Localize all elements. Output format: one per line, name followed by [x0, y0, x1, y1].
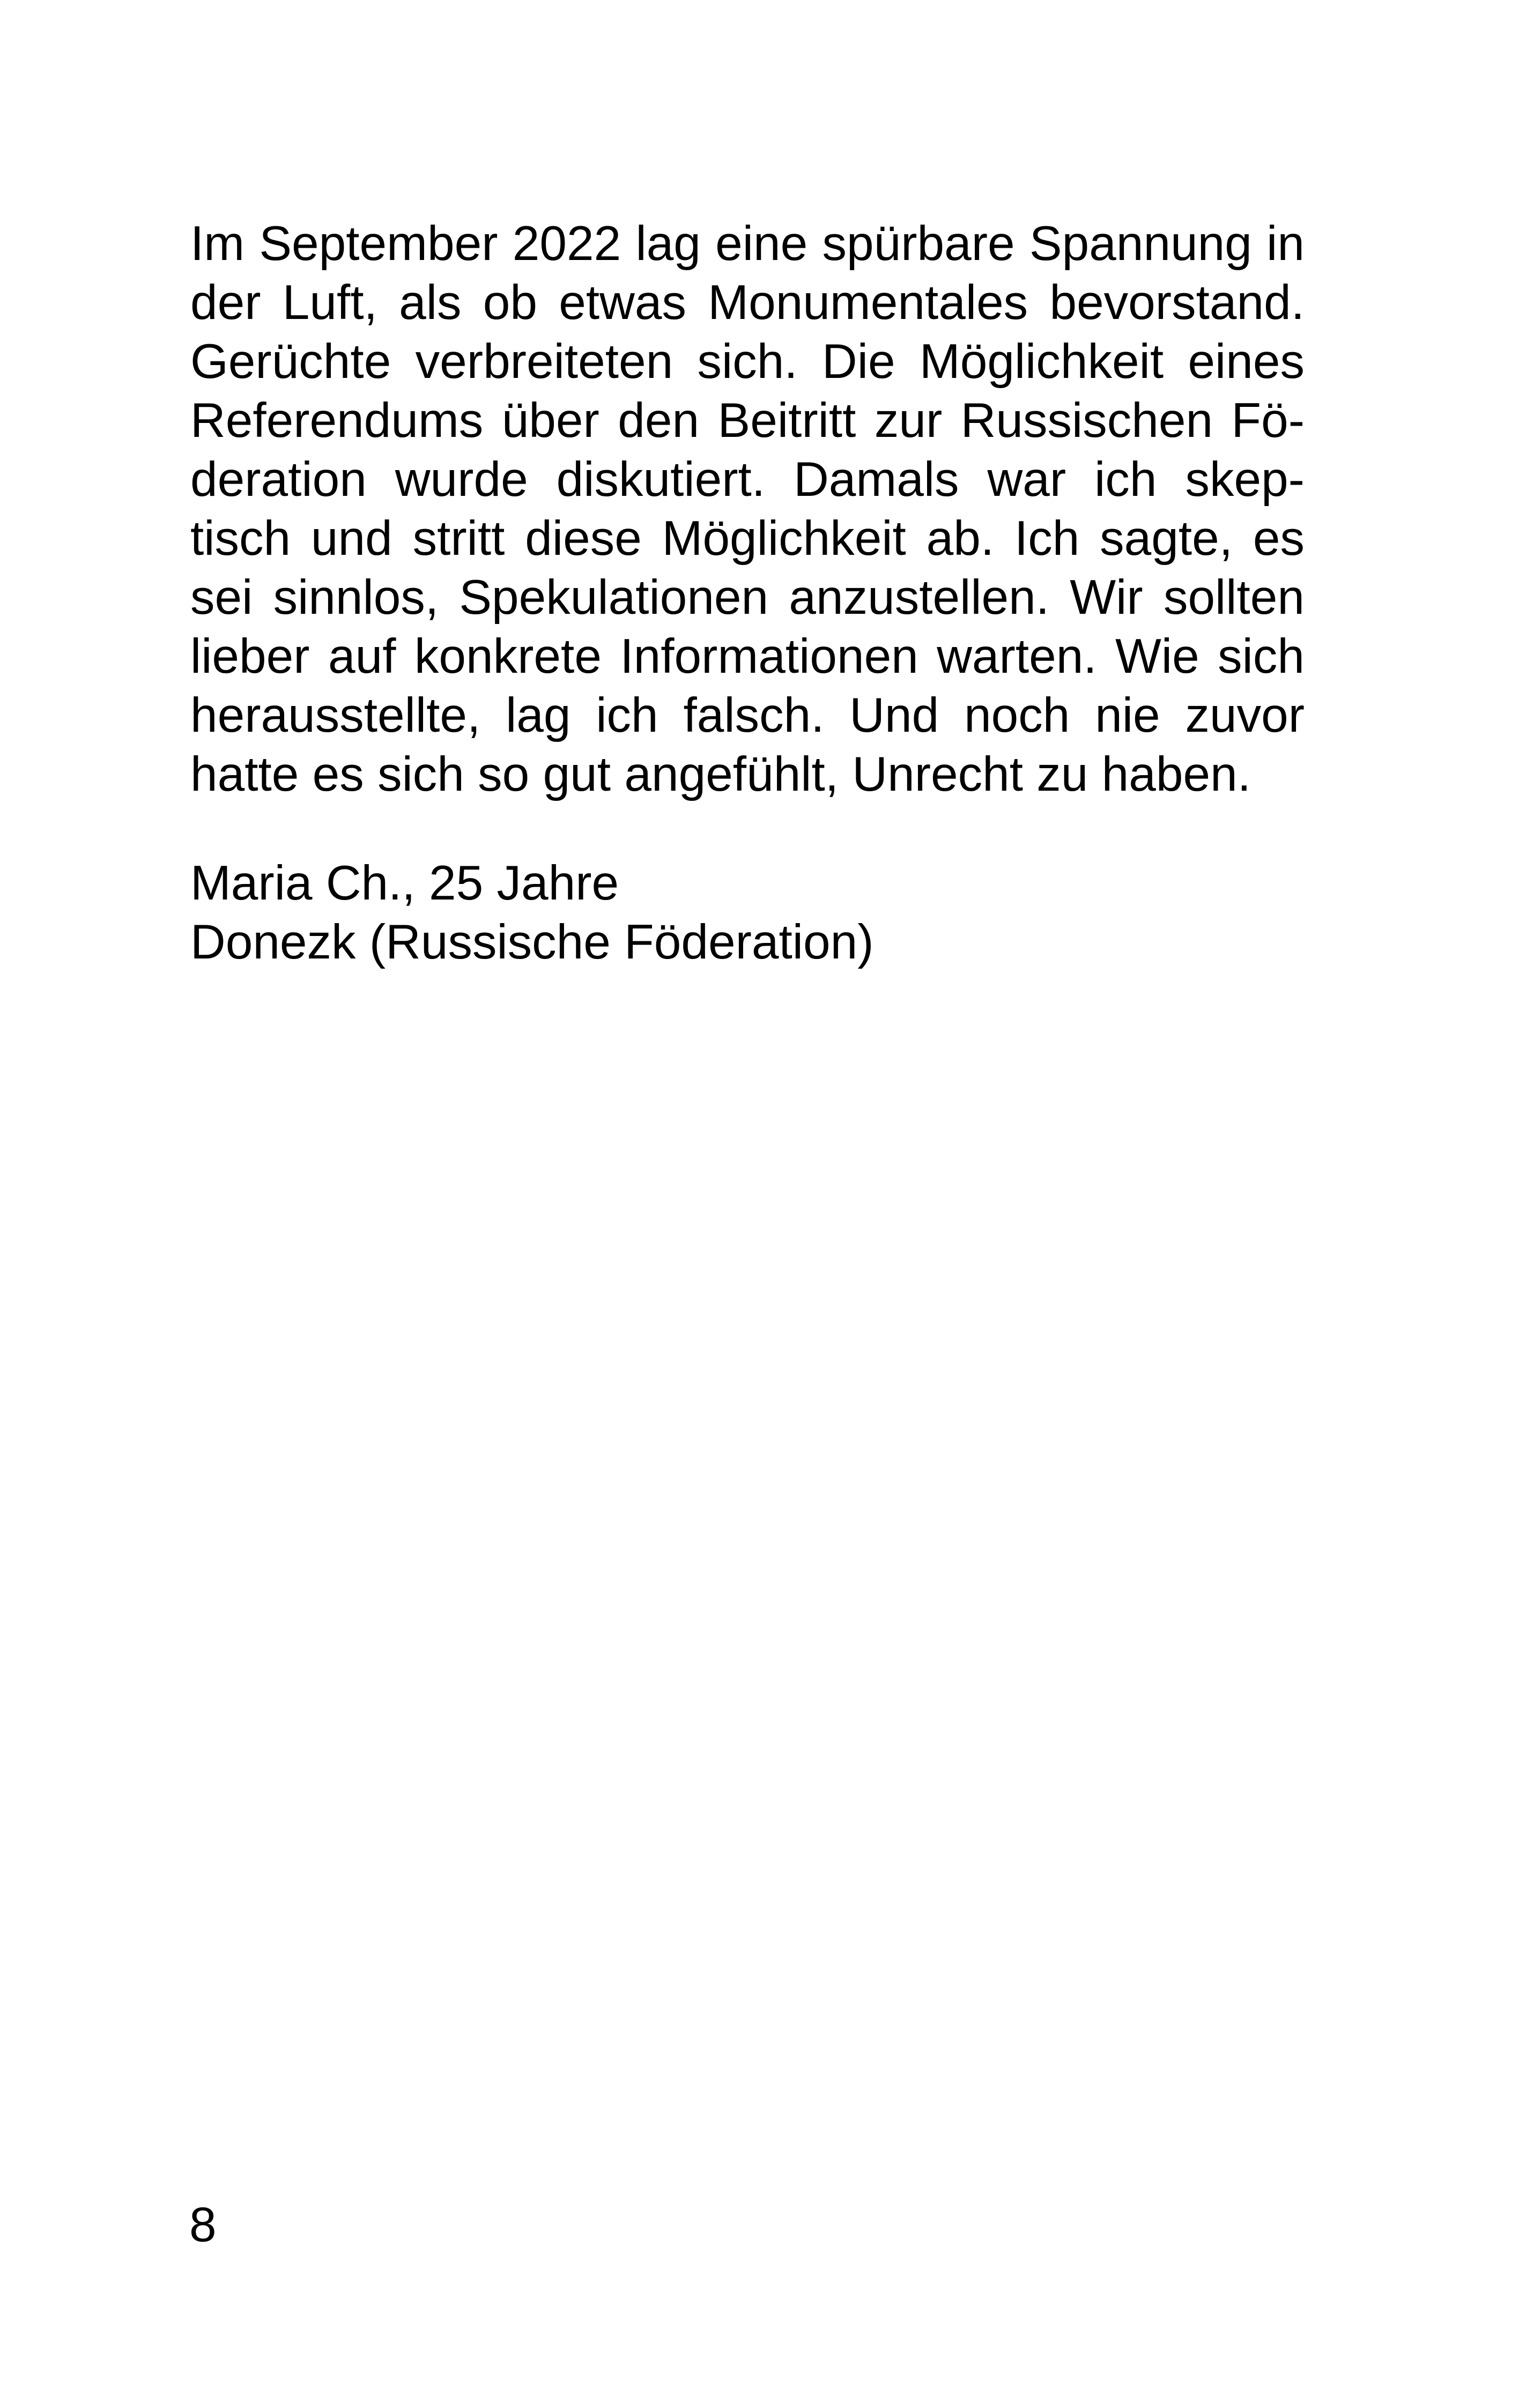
paragraph-line: Referendums über den Beitritt zur Russischen Fö- [190, 393, 1305, 448]
paragraph-line: der Luft, als ob etwas Monumentales bevorstand. [190, 276, 1305, 330]
paragraph-line: Im September 2022 lag eine spürbare Spannung in [190, 217, 1305, 271]
testimonial-paragraph [190, 214, 1305, 804]
signature-line: Donezk (Russische Föderation) [190, 915, 874, 969]
paragraph-line: tisch und stritt diese Möglichkeit ab. Ich sagte, es [190, 511, 1305, 566]
paragraph-line: lieber auf konkrete Informationen warten. Wie sich [190, 629, 1305, 683]
paragraph-line: Gerüchte verbreiteten sich. Die Möglichkeit eines [190, 335, 1305, 389]
paragraph-line: hatte es sich so gut angefühlt, Unrecht zu haben. [190, 747, 1251, 801]
paragraph-line: herausstellte, lag ich falsch. Und noch nie zuvor [190, 688, 1305, 742]
paragraph-line: deration wurde diskutiert. Damals war ich skep- [190, 452, 1305, 507]
signature-line: Maria Ch., 25 Jahre [190, 856, 619, 910]
testimonial-signature [190, 854, 874, 972]
paragraph-line: sei sinnlos, Spekulationen anzustellen. Wir sollten [190, 570, 1305, 625]
page-number: 8 [189, 2198, 217, 2252]
